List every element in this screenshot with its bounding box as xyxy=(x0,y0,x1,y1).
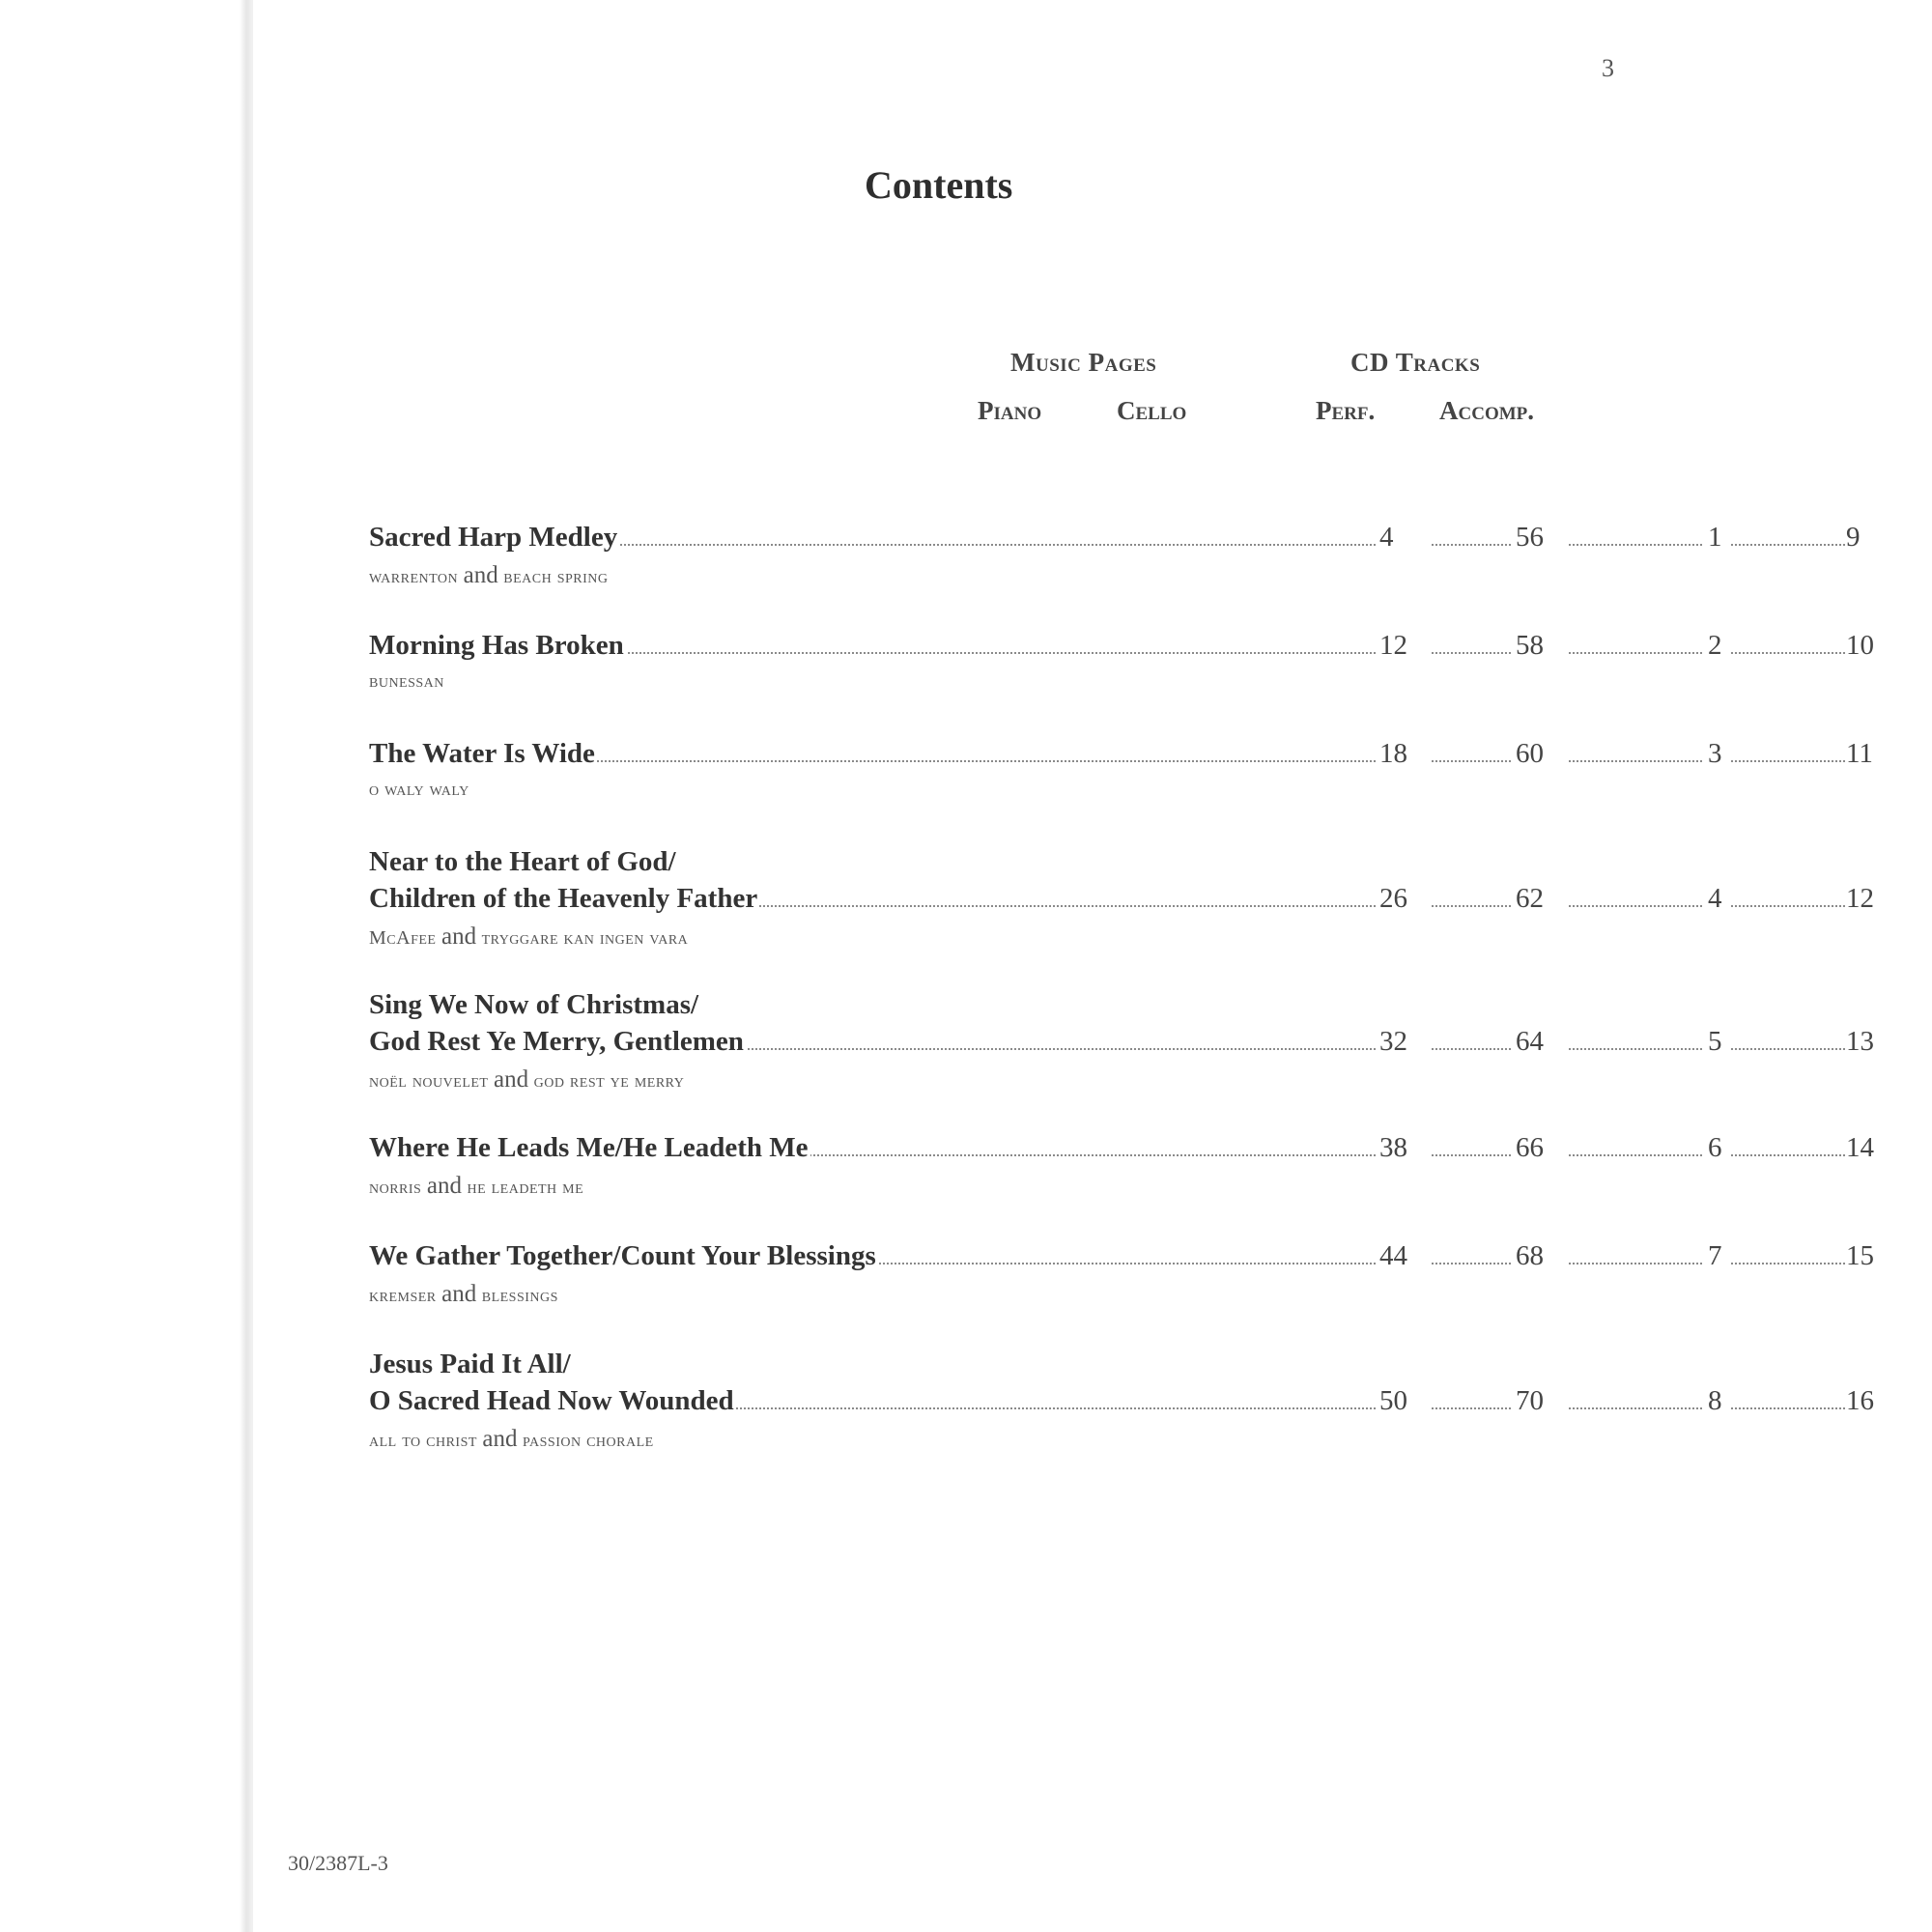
page-binding-edge xyxy=(0,0,253,1932)
tune-name: norris xyxy=(369,1177,422,1198)
entry-title: Where He Leads Me/He Leadeth Me xyxy=(369,1132,809,1163)
perf-track: 1 xyxy=(1708,522,1722,553)
leader-dots xyxy=(1569,1048,1702,1050)
leader-dots xyxy=(1432,652,1511,654)
tune-and: and xyxy=(441,1281,477,1307)
tune-name: he leadeth me xyxy=(467,1177,584,1198)
leader-dots xyxy=(1731,544,1849,546)
cello-page: 70 xyxy=(1516,1385,1544,1416)
tune-name: passion chorale xyxy=(523,1430,654,1451)
tune-and: and xyxy=(440,923,477,950)
leader-dots xyxy=(1432,905,1511,907)
accomp-track: 14 xyxy=(1846,1132,1874,1163)
perf-track: 4 xyxy=(1708,883,1722,914)
tune-name: noël nouvelet xyxy=(369,1070,489,1092)
tune-name: beach spring xyxy=(503,566,609,587)
leader-dots xyxy=(1569,1263,1702,1264)
contents-entry xyxy=(369,1132,1874,1200)
entry-title: O Sacred Head Now Wounded xyxy=(369,1385,734,1416)
contents-entry xyxy=(369,522,1861,589)
tune-and: and xyxy=(463,562,498,588)
header-accomp: Accomp. xyxy=(1439,396,1535,425)
cello-page: 66 xyxy=(1516,1132,1544,1163)
tune-name: bunessan xyxy=(369,670,444,692)
leader-dots xyxy=(1569,652,1702,654)
entry-title-line xyxy=(369,989,1509,1026)
leader-dots xyxy=(1432,760,1511,762)
contents-entry xyxy=(369,989,1874,1094)
tune-name: o waly waly xyxy=(369,779,469,800)
leader-dots xyxy=(1731,652,1849,654)
leader-dots xyxy=(1731,1048,1849,1050)
tune-name: warrenton xyxy=(369,566,459,587)
piano-page: 38 xyxy=(1379,1132,1407,1163)
tune-and: and xyxy=(426,1173,462,1199)
entry-title: The Water Is Wide xyxy=(369,738,595,769)
tune-names xyxy=(369,562,1509,589)
contents-entry xyxy=(369,1349,1874,1453)
tune-name: blessings xyxy=(481,1285,558,1306)
leader-dots xyxy=(1432,1048,1511,1050)
accomp-track: 15 xyxy=(1846,1240,1874,1271)
accomp-track: 9 xyxy=(1846,522,1861,553)
entry-title-line xyxy=(369,1026,1874,1063)
leader-dots xyxy=(1569,760,1702,762)
tune-names xyxy=(369,670,1509,693)
leader-dots xyxy=(1569,1154,1702,1156)
perf-track: 6 xyxy=(1708,1132,1722,1163)
piano-page: 18 xyxy=(1379,738,1407,769)
tune-names xyxy=(369,1173,1509,1200)
entry-title: Children of the Heavenly Father xyxy=(369,883,758,914)
leader-dots xyxy=(1569,544,1702,546)
tune-name: all to christ xyxy=(369,1430,477,1451)
entry-title: Morning Has Broken xyxy=(369,630,624,661)
piano-page: 50 xyxy=(1379,1385,1407,1416)
tune-name: tryggare kan ingen vara xyxy=(481,927,689,949)
entry-title-line xyxy=(369,630,1874,667)
contents-entry xyxy=(369,738,1873,801)
document-page xyxy=(253,0,1932,1932)
cello-page: 62 xyxy=(1516,883,1544,914)
entry-title: Sing We Now of Christmas/ xyxy=(369,989,699,1020)
accomp-track: 10 xyxy=(1846,630,1874,661)
leader-dots xyxy=(1731,905,1849,907)
piano-page: 26 xyxy=(1379,883,1407,914)
entry-title-line xyxy=(369,846,1509,883)
entry-title: Jesus Paid It All/ xyxy=(369,1349,571,1379)
leader-dots xyxy=(1432,1263,1511,1264)
entry-title: Near to the Heart of God/ xyxy=(369,846,676,877)
tune-names xyxy=(369,779,1509,801)
entry-title: We Gather Together/Count Your Blessings xyxy=(369,1240,876,1271)
entry-title-line xyxy=(369,883,1874,920)
header-cello: Cello xyxy=(1117,396,1187,425)
entry-title-line xyxy=(369,1132,1874,1169)
leader-dots xyxy=(1432,1154,1511,1156)
cello-page: 60 xyxy=(1516,738,1544,769)
cello-page: 56 xyxy=(1516,522,1544,553)
tune-names xyxy=(369,923,1509,951)
cello-page: 68 xyxy=(1516,1240,1544,1271)
leader-dots xyxy=(1731,760,1849,762)
leader-dots xyxy=(1432,1407,1511,1409)
tune-names xyxy=(369,1281,1509,1308)
tune-and: and xyxy=(482,1426,518,1452)
leader-dots xyxy=(1731,1407,1849,1409)
perf-track: 3 xyxy=(1708,738,1722,769)
piano-page: 44 xyxy=(1379,1240,1407,1271)
leader-dots xyxy=(1569,1407,1702,1409)
leader-dots xyxy=(1731,1263,1849,1264)
contents-entry xyxy=(369,1240,1874,1308)
tune-name: god rest ye merry xyxy=(533,1070,685,1092)
perf-track: 5 xyxy=(1708,1026,1722,1057)
leader-dots xyxy=(1432,544,1511,546)
header-piano: Piano xyxy=(978,396,1042,425)
entry-title: God Rest Ye Merry, Gentlemen xyxy=(369,1026,744,1057)
tune-names xyxy=(369,1066,1509,1094)
leader-dots xyxy=(1731,1154,1849,1156)
accomp-track: 13 xyxy=(1846,1026,1874,1057)
tune-names xyxy=(369,1426,1509,1453)
tune-name: McAfee xyxy=(369,927,437,949)
catalog-number: 30/2387L-3 xyxy=(288,1851,388,1875)
piano-page: 32 xyxy=(1379,1026,1407,1057)
contents-entry xyxy=(369,630,1874,693)
header-music-pages: Music Pages xyxy=(1010,348,1157,377)
entry-title-line xyxy=(369,1385,1874,1422)
perf-track: 7 xyxy=(1708,1240,1722,1271)
entry-title-line xyxy=(369,522,1861,558)
piano-page: 4 xyxy=(1379,522,1394,553)
contents-entry xyxy=(369,846,1874,951)
perf-track: 2 xyxy=(1708,630,1722,661)
header-perf: Perf. xyxy=(1316,396,1376,425)
leader-dots xyxy=(1569,905,1702,907)
header-cd-tracks: CD Tracks xyxy=(1350,348,1481,377)
accomp-track: 16 xyxy=(1846,1385,1874,1416)
accomp-track: 12 xyxy=(1846,883,1874,914)
entry-title-line xyxy=(369,1349,1509,1385)
piano-page: 12 xyxy=(1379,630,1407,661)
accomp-track: 11 xyxy=(1846,738,1873,769)
entry-title: Sacred Harp Medley xyxy=(369,522,618,553)
entry-title-line xyxy=(369,738,1873,775)
tune-and: and xyxy=(493,1066,529,1093)
page-title: Contents xyxy=(865,163,1013,207)
cello-page: 64 xyxy=(1516,1026,1544,1057)
cello-page: 58 xyxy=(1516,630,1544,661)
tune-name: kremser xyxy=(369,1285,437,1306)
perf-track: 8 xyxy=(1708,1385,1722,1416)
entry-title-line xyxy=(369,1240,1874,1277)
page-number: 3 xyxy=(1602,54,1614,82)
